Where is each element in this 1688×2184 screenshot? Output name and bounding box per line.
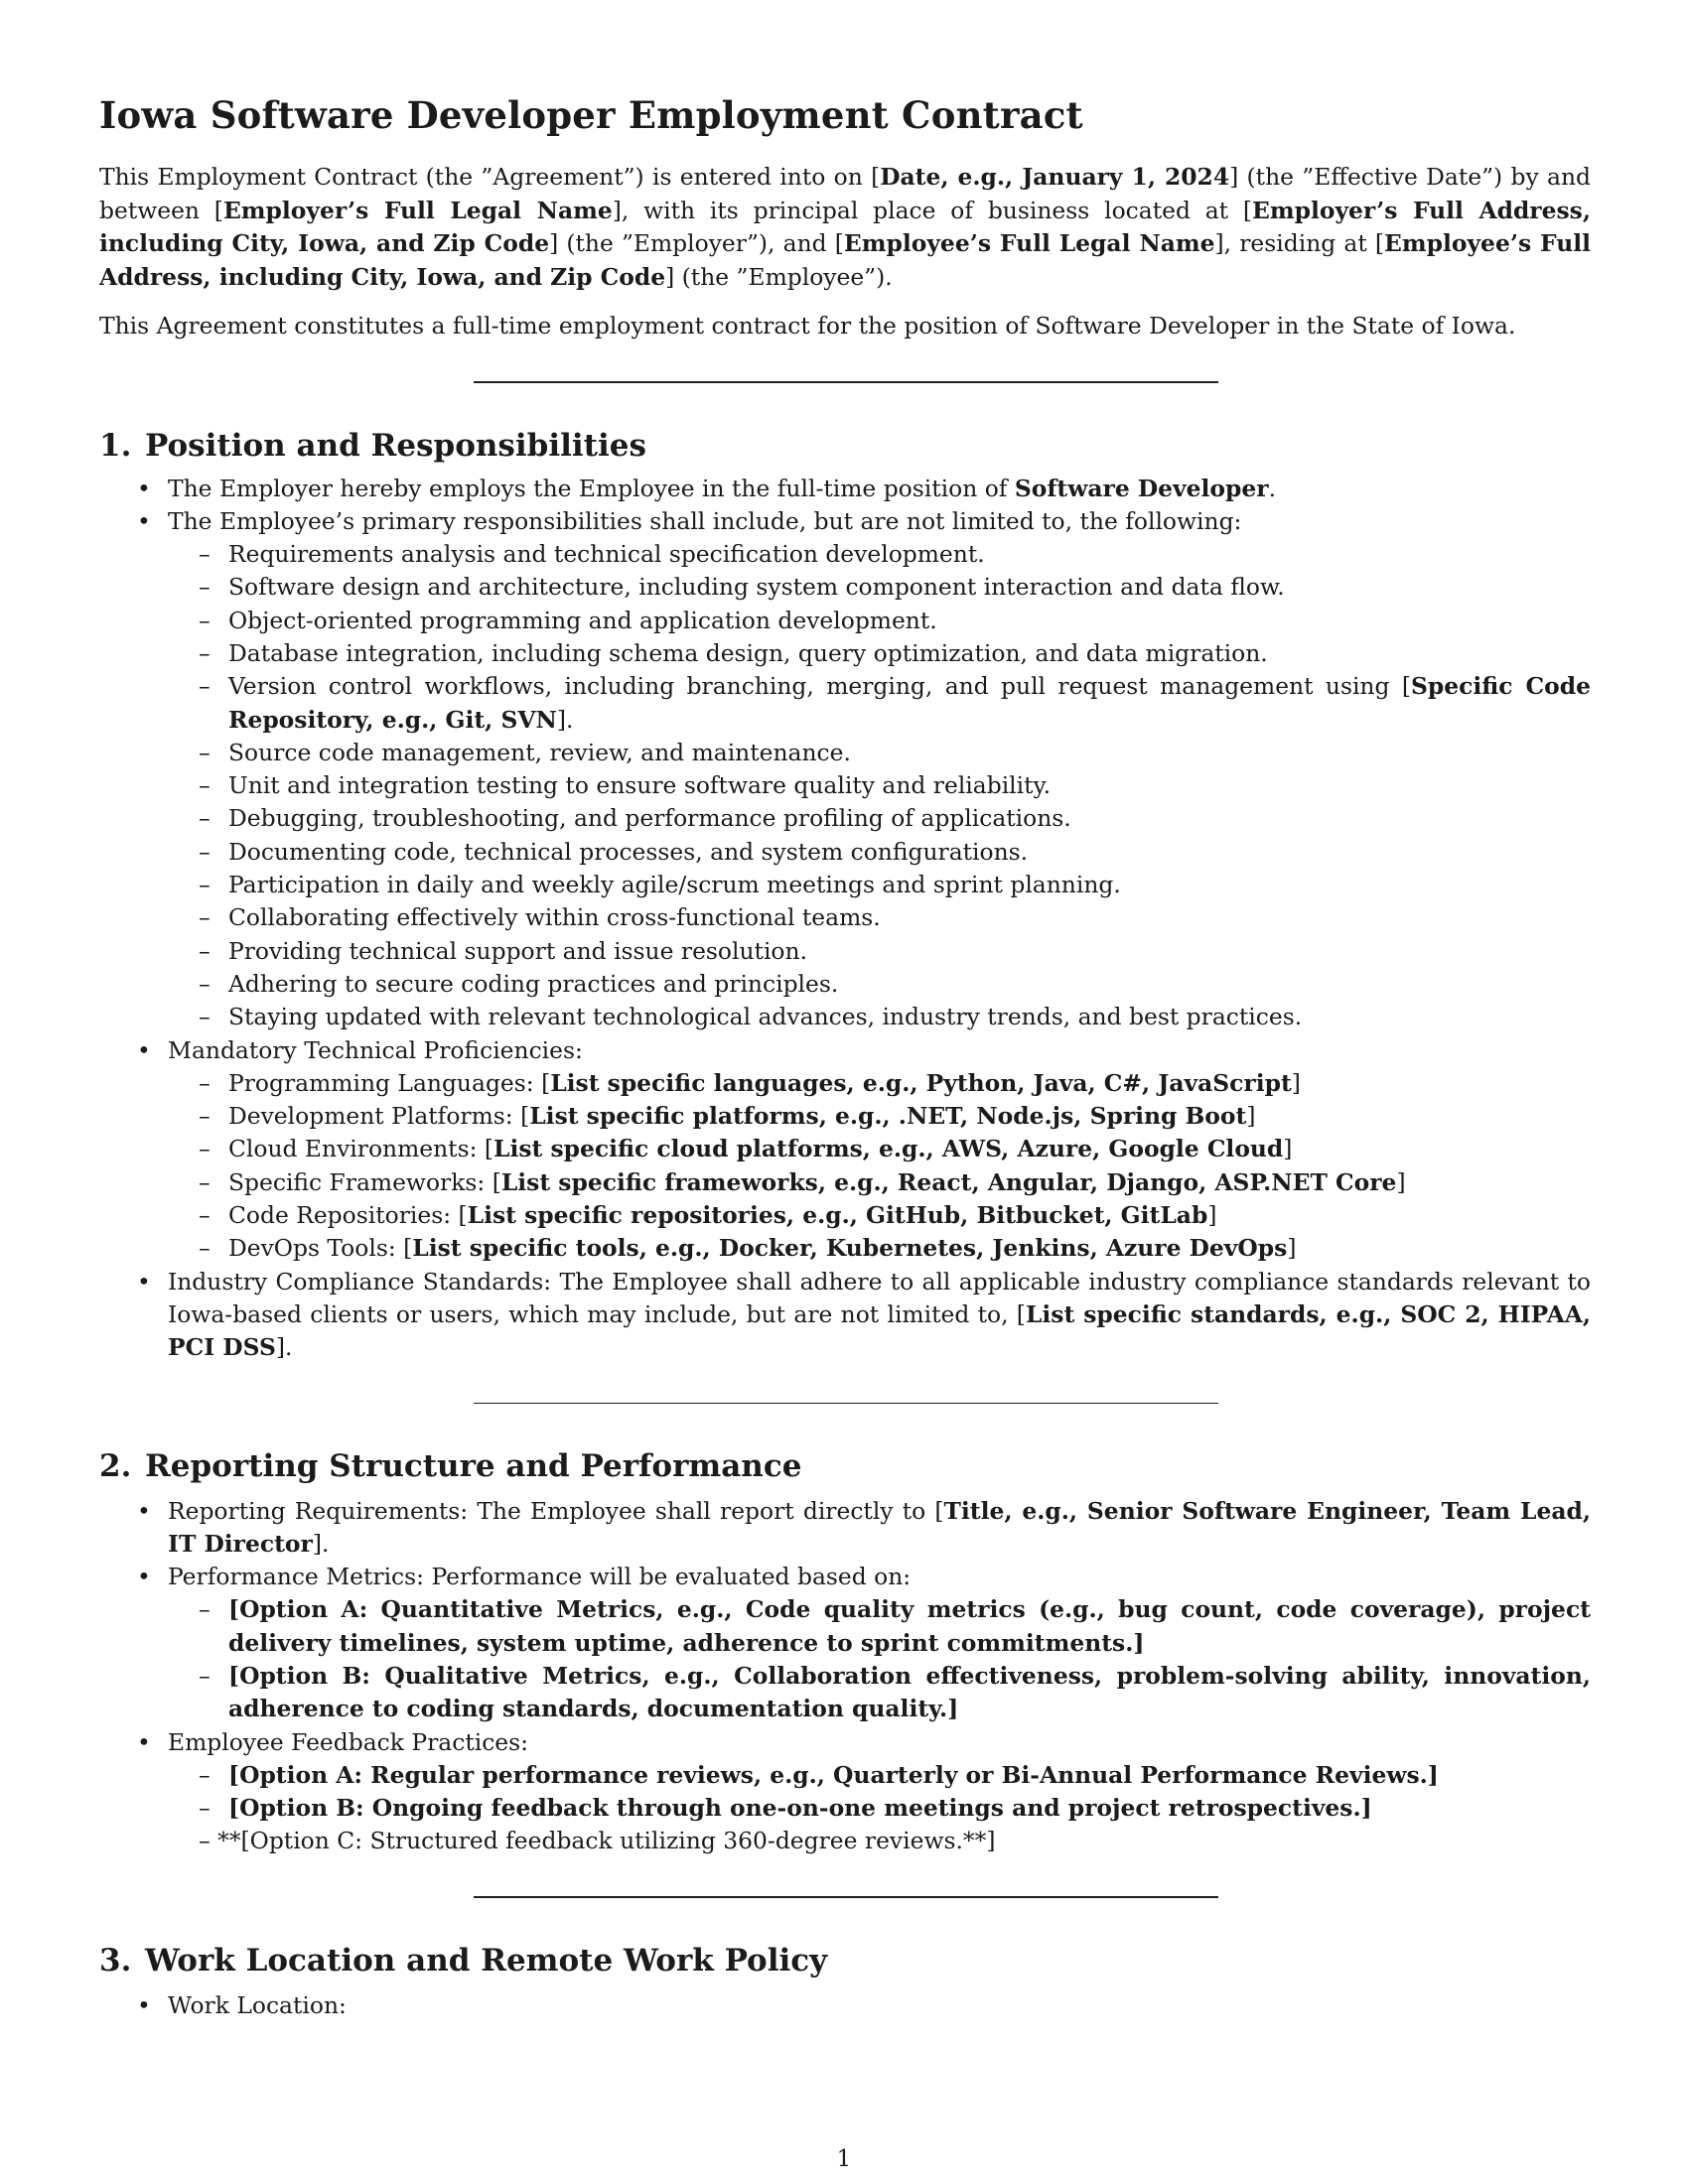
item-placeholder: Option A: Regular performance reviews, e.g., Quarterly or Bi-Annual Performance Reviews. (239, 1760, 1428, 1789)
section-number: 2. (99, 1447, 132, 1484)
item-placeholder: List specific tools, e.g., Docker, Kubernetes, Jenkins, Azure DevOps (412, 1234, 1288, 1263)
list-item (99, 1792, 1591, 1825)
list-item (99, 1495, 1591, 1562)
intro-paragraph (99, 161, 1591, 294)
list-item: – **[Option C: Structured feedback utilizing 360-degree reviews.**] (199, 1827, 996, 1855)
section-title: Work Location and Remote Work Policy (145, 1942, 828, 1979)
item-label: DevOps Tools: [ (228, 1234, 413, 1263)
item-text: ] (1207, 1201, 1217, 1230)
list-item (99, 1726, 1591, 1858)
list-item (99, 1266, 1591, 1365)
list-item (99, 1034, 1591, 1266)
repository-placeholder: Specific Code Repository, e.g., Git, SVN (228, 672, 1592, 734)
section-title: Position and Responsibilities (145, 427, 646, 464)
list-item (99, 1561, 1591, 1725)
item-text: ] (947, 1695, 959, 1723)
section-2-heading (99, 1445, 1591, 1487)
section-1-heading (99, 425, 1591, 467)
item-label: Code Repositories: [ (228, 1201, 468, 1230)
item-placeholder: Option B: Qualitative Metrics, e.g., Collaboration effectiveness, problem-solving ability, innovation, adherence to coding standards, documentation quality. (228, 1662, 1591, 1723)
list-item: – Staying updated with relevant technological advances, industry trends, and best practices. (99, 1001, 1591, 1033)
item-text: ]. (556, 705, 574, 734)
list-item: – Object-oriented programming and application development. (99, 605, 1591, 637)
item-text: Mandatory Technical Proficiencies: (168, 1035, 583, 1064)
section-number: 1. (99, 427, 132, 464)
item-text: ] (1360, 1794, 1372, 1823)
list-item: – Collaborating effectively within cross-functional teams. (99, 901, 1591, 934)
list-item: – Unit and integration testing to ensure software quality and reliability. (99, 769, 1591, 802)
supervisor-placeholder: Title, e.g., Senior Software Engineer, Team Lead, IT Director (168, 1496, 1591, 1558)
list-item (99, 1759, 1591, 1792)
list-item (99, 505, 1591, 1034)
list-item: – Debugging, troubleshooting, and performance profiling of applications. (99, 802, 1591, 835)
intro-text: ] (the ”Effective Date”) by and between [ (99, 163, 1591, 224)
item-text: ] (1246, 1102, 1256, 1131)
list-item: – Requirements analysis and technical specification development. (99, 538, 1591, 571)
list-item: – Documenting code, technical processes, and system configurations. (99, 836, 1591, 869)
item-text: [ (228, 1760, 240, 1789)
item-text: [ (228, 1595, 240, 1624)
item-text: . (1268, 474, 1276, 502)
item-label: Development Platforms: [ (228, 1102, 530, 1131)
section-title: Reporting Structure and Performance (145, 1447, 802, 1484)
section-divider (474, 1896, 1218, 1898)
list-item (99, 1232, 1591, 1265)
item-text: [ (228, 1662, 240, 1690)
item-text: ]. (275, 1333, 293, 1362)
employee-name-placeholder: Employee’s Full Legal Name (843, 229, 1215, 257)
list-item (99, 1199, 1591, 1232)
list-item: – Source code management, review, and maintenance. (99, 737, 1591, 769)
proficiencies-list (168, 1067, 1591, 1266)
list-item: – Providing technical support and issue resolution. (99, 935, 1591, 968)
item-text: Version control workflows, including branching, merging, and pull request management using [ (228, 672, 1411, 701)
list-item (99, 1660, 1591, 1726)
list-item: – Participation in daily and weekly agile/scrum meetings and sprint planning. (99, 869, 1591, 901)
document-page (99, 0, 1591, 2022)
item-placeholder: List specific platforms, e.g., .NET, Node.js, Spring Boot (529, 1102, 1247, 1131)
list-item: – Adhering to secure coding practices and principles. (99, 968, 1591, 1001)
item-text: Employee Feedback Practices: (168, 1727, 529, 1756)
item-text: ] (1427, 1760, 1439, 1789)
standards-placeholder: List specific standards, e.g., SOC 2, HIPAA, PCI DSS (168, 1299, 1592, 1362)
item-label: Cloud Environments: [ (228, 1135, 494, 1163)
employer-name-placeholder: Employer’s Full Legal Name (222, 196, 613, 224)
effective-date-placeholder: Date, e.g., January 1, 2024 (880, 163, 1230, 191)
employee-address-placeholder: Employee’s Full Address, including City, Iowa, and Zip Code (99, 229, 1591, 291)
intro-text: ] (the ”Employee”). (665, 262, 893, 291)
position-title: Software Developer (1014, 474, 1269, 502)
metrics-list (168, 1593, 1591, 1725)
item-label: Programming Languages: [ (228, 1068, 551, 1097)
list-item: – Software design and architecture, including system component interaction and data flow. (99, 571, 1591, 604)
item-text: The Employee’s primary responsibilities shall include, but are not limited to, the following: (168, 506, 1242, 535)
item-label: Specific Frameworks: [ (228, 1167, 501, 1196)
list-item (99, 473, 1591, 505)
item-text: Performance Metrics: Performance will be evaluated based on: (168, 1563, 912, 1591)
list-item (99, 1593, 1591, 1660)
item-text: ]. (312, 1529, 330, 1558)
list-item (99, 1067, 1591, 1100)
document-title: Iowa Software Developer Employment Contract (99, 93, 1083, 137)
item-text: The Employer hereby employs the Employee in the full-time position of (168, 474, 1015, 502)
feedback-list (168, 1759, 1591, 1858)
item-text: Industry Compliance Standards: The Employee shall adhere to all applicable industry compliance standards relevant to Iowa-based clients or users, which may include, but are not limited to, [ (168, 1267, 1591, 1328)
item-placeholder: Option A: Quantitative Metrics, e.g., Code quality metrics (e.g., bug count, code coverage), project delivery timelines, system uptime, adherence to sprint commitments. (228, 1595, 1591, 1657)
item-text: ] (1283, 1135, 1293, 1163)
section-divider (474, 381, 1218, 383)
item-text: ] (1133, 1628, 1145, 1657)
list-item (99, 670, 1591, 737)
section-3-heading (99, 1940, 1591, 1981)
item-text: [ (228, 1794, 240, 1823)
section-2-list (99, 1495, 1591, 1858)
item-placeholder: List specific frameworks, e.g., React, Angular, Django, ASP.NET Core (500, 1167, 1397, 1196)
section-number: 3. (99, 1942, 132, 1979)
intro-text: This Employment Contract (the ”Agreement”) is entered into on [ (99, 163, 881, 191)
intro-text: ], residing at [ (1214, 229, 1385, 257)
scope-paragraph: This Agreement constitutes a full-time employment contract for the position of Software Developer in the State of Iowa. (99, 312, 1516, 340)
responsibilities-list (168, 538, 1591, 1033)
intro-text: ], with its principal place of business located at [ (612, 196, 1253, 224)
item-placeholder: List specific languages, e.g., Python, Java, C#, JavaScript (550, 1068, 1292, 1097)
list-item (99, 1166, 1591, 1199)
item-text: Reporting Requirements: The Employee shall report directly to [ (168, 1496, 944, 1525)
section-divider (474, 1403, 1218, 1404)
item-text: ] (1291, 1068, 1301, 1097)
section-1-list (99, 473, 1591, 1365)
intro-text: ] (the ”Employer”), and [ (549, 229, 844, 257)
page-number: 1 (836, 2146, 852, 2172)
item-text: ] (1396, 1167, 1406, 1196)
item-placeholder: List specific repositories, e.g., GitHub, Bitbucket, GitLab (467, 1201, 1208, 1230)
list-item (99, 1100, 1591, 1133)
item-placeholder: List specific cloud platforms, e.g., AWS, Azure, Google Cloud (493, 1135, 1284, 1163)
item-text: ] (1287, 1234, 1297, 1263)
employer-address-placeholder: Employer’s Full Address, including City, Iowa, and Zip Code (99, 196, 1591, 257)
section-3-list (99, 1989, 1591, 2022)
list-item: – Database integration, including schema design, query optimization, and data migration. (99, 637, 1591, 670)
list-item: • Work Location: (99, 1989, 1591, 2022)
list-item (99, 1133, 1591, 1165)
item-placeholder: Option B: Ongoing feedback through one-on-one meetings and project retrospectives. (239, 1794, 1361, 1823)
